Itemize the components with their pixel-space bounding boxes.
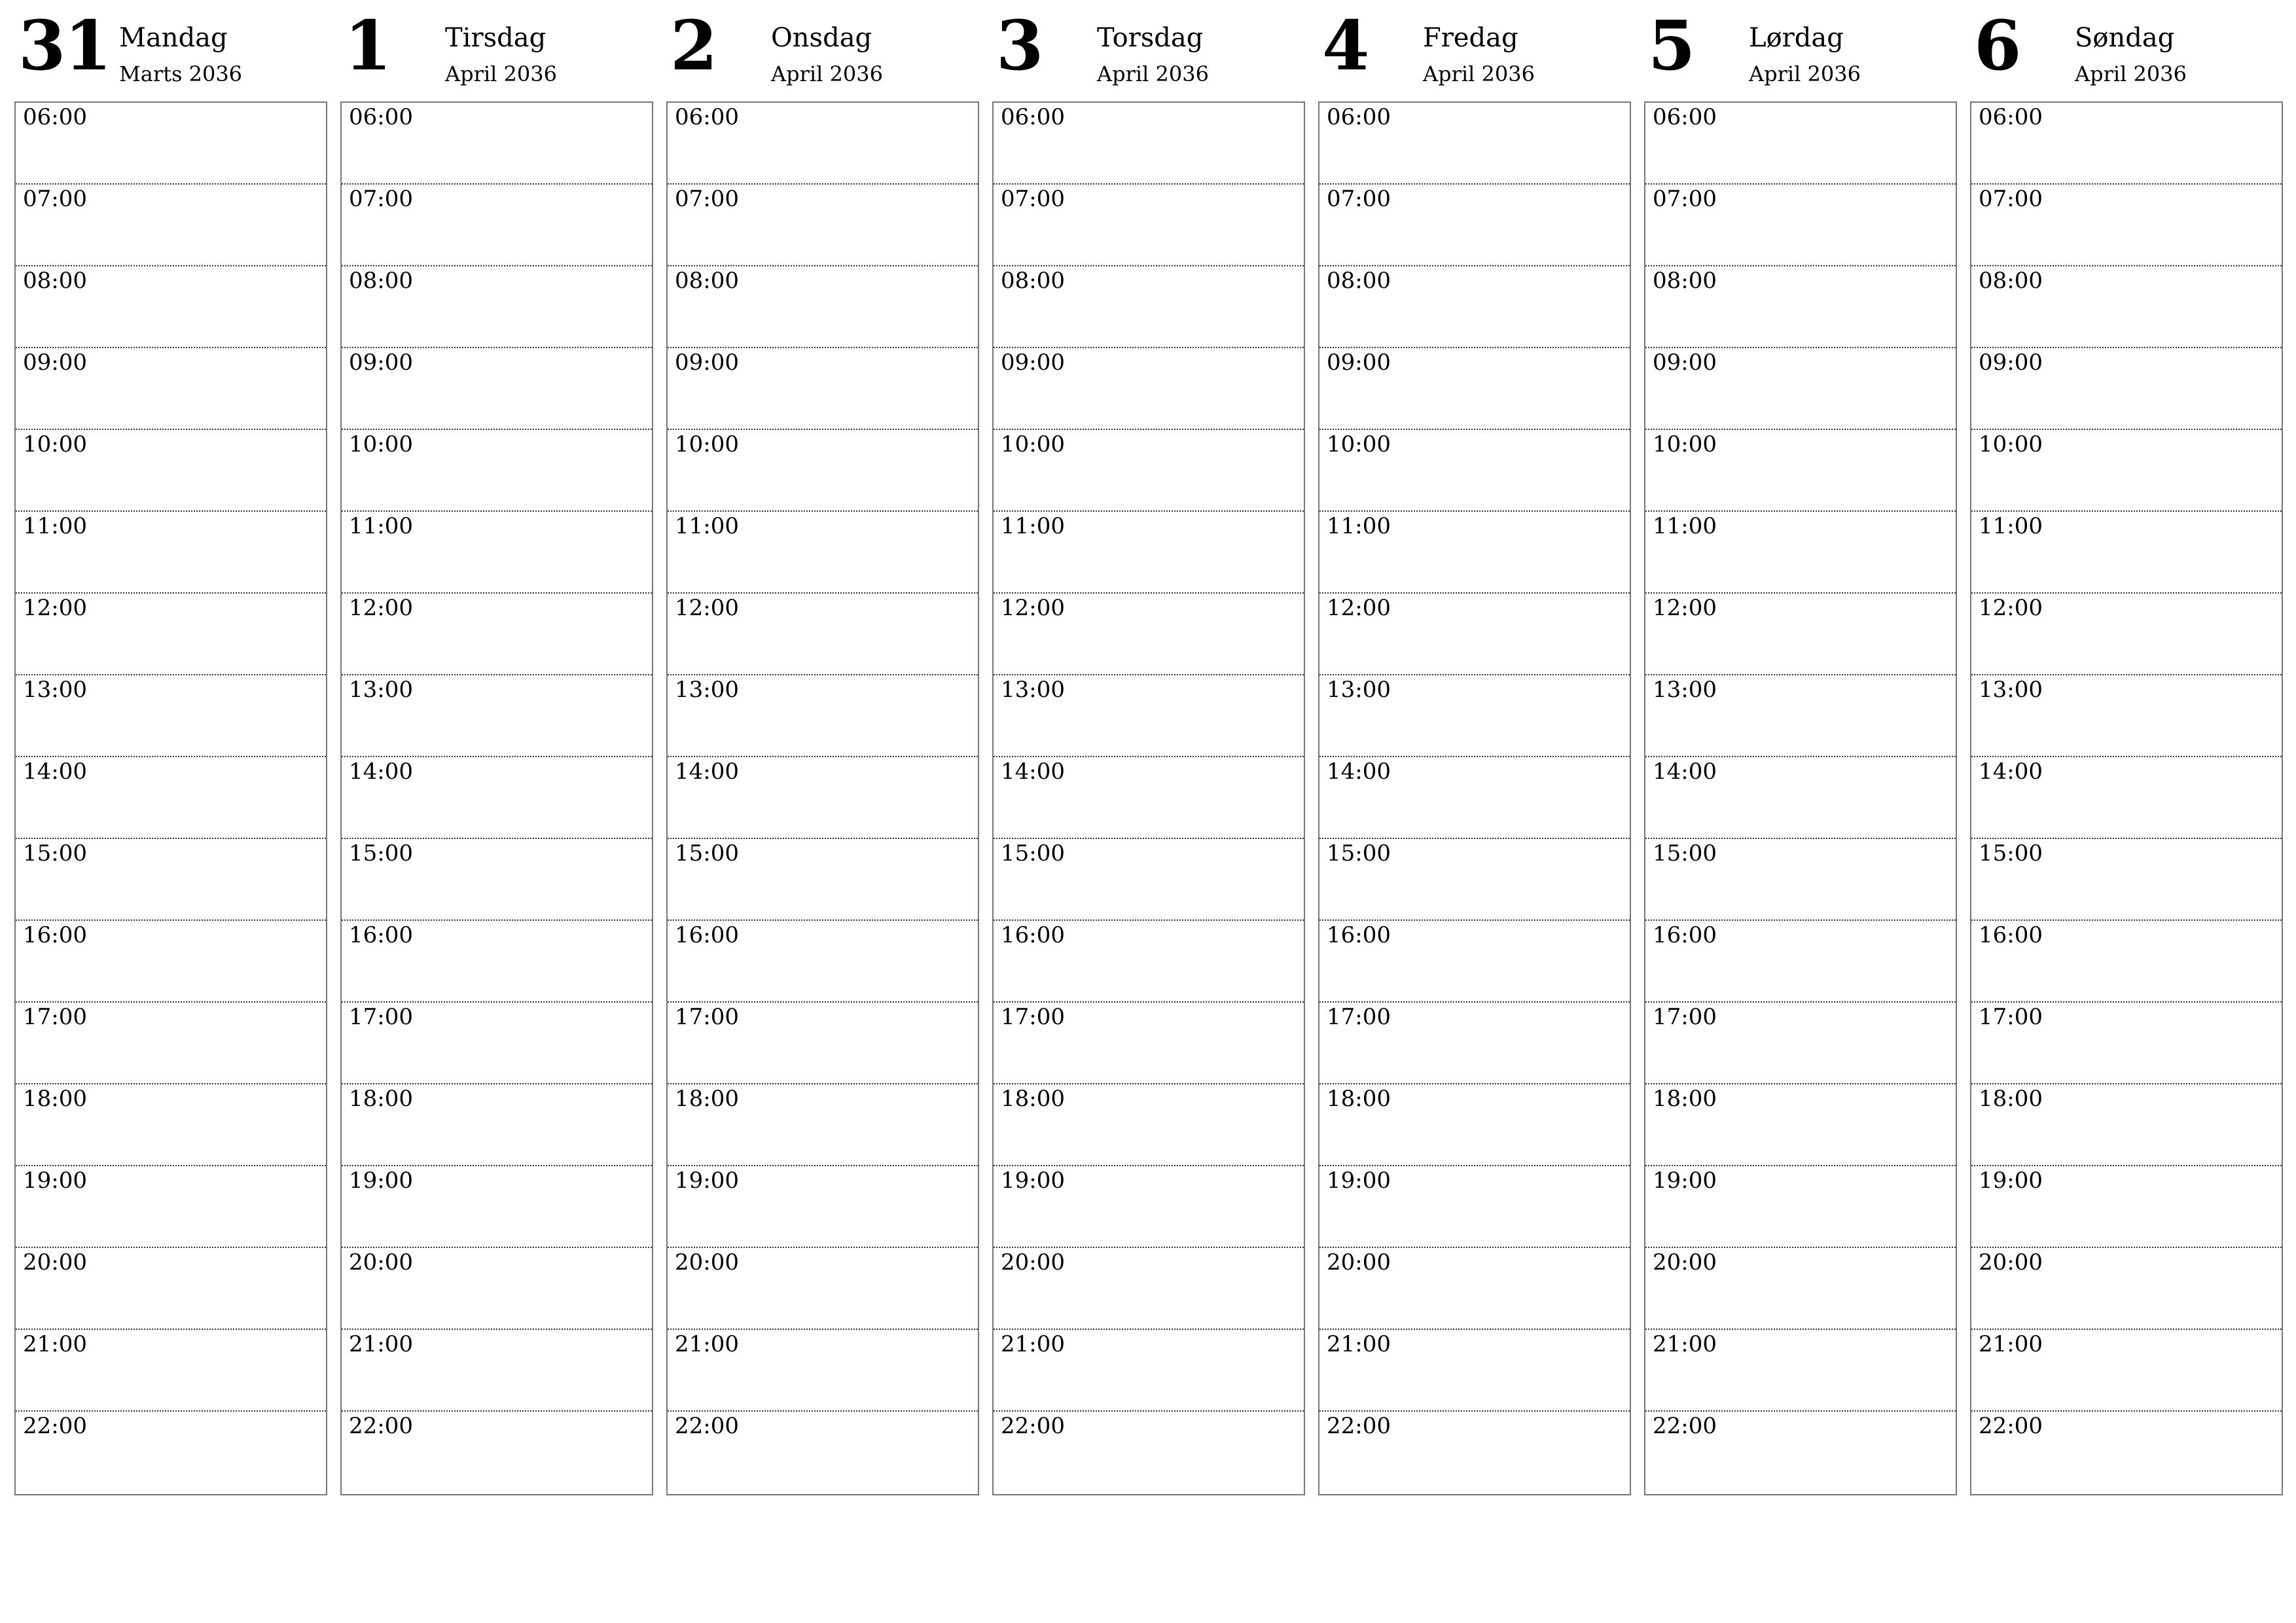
time-slot[interactable] bbox=[342, 512, 652, 594]
time-slot-label: 12:00 bbox=[1653, 595, 1717, 621]
day-header bbox=[1318, 0, 1631, 101]
time-slot-label: 17:00 bbox=[1001, 1004, 1065, 1030]
time-slot[interactable] bbox=[668, 348, 978, 430]
time-slot[interactable] bbox=[1645, 1166, 1956, 1248]
time-slot[interactable] bbox=[342, 1166, 652, 1248]
time-slot[interactable] bbox=[1971, 1248, 2282, 1330]
time-slot-label: 07:00 bbox=[349, 186, 413, 212]
time-slot-label: 20:00 bbox=[1001, 1249, 1065, 1275]
day-header bbox=[340, 0, 653, 101]
time-slot-label: 22:00 bbox=[23, 1413, 87, 1439]
time-slot[interactable] bbox=[668, 675, 978, 757]
time-slot[interactable] bbox=[994, 266, 1304, 348]
day-schedule-box bbox=[1970, 101, 2283, 1495]
time-slot[interactable] bbox=[1971, 757, 2282, 839]
day-column bbox=[1970, 0, 2283, 1505]
time-slot-label: 17:00 bbox=[1653, 1004, 1717, 1030]
time-slot-label: 14:00 bbox=[675, 758, 739, 785]
time-slot[interactable] bbox=[994, 512, 1304, 594]
month-year: April 2036 bbox=[1749, 62, 1861, 86]
time-slot-label: 20:00 bbox=[349, 1249, 413, 1275]
day-column bbox=[666, 0, 979, 1505]
time-slot-label: 11:00 bbox=[349, 513, 413, 539]
time-slot[interactable] bbox=[994, 594, 1304, 675]
time-slot[interactable] bbox=[1971, 1084, 2282, 1166]
time-slot[interactable] bbox=[1971, 512, 2282, 594]
time-slot[interactable] bbox=[16, 185, 326, 266]
time-slot[interactable] bbox=[994, 1248, 1304, 1330]
time-slot[interactable] bbox=[668, 430, 978, 512]
time-slot[interactable] bbox=[16, 512, 326, 594]
time-slot-label: 12:00 bbox=[349, 595, 413, 621]
day-name: Lørdag bbox=[1749, 23, 1844, 53]
time-slot-label: 08:00 bbox=[1979, 268, 2043, 294]
time-slot[interactable] bbox=[16, 1166, 326, 1248]
time-slot-label: 20:00 bbox=[23, 1249, 87, 1275]
time-slot-label: 06:00 bbox=[349, 104, 413, 130]
day-schedule-box bbox=[1644, 101, 1957, 1495]
time-slot[interactable] bbox=[1319, 430, 1630, 512]
time-slot-label: 22:00 bbox=[1327, 1413, 1391, 1439]
time-slot[interactable] bbox=[668, 921, 978, 1003]
time-slot[interactable] bbox=[1645, 1330, 1956, 1412]
time-slot-label: 11:00 bbox=[1653, 513, 1717, 539]
time-slot-label: 15:00 bbox=[1653, 840, 1717, 866]
time-slot-label: 11:00 bbox=[23, 513, 87, 539]
time-slot-label: 10:00 bbox=[1979, 431, 2043, 457]
time-slot[interactable] bbox=[668, 594, 978, 675]
time-slot[interactable] bbox=[342, 757, 652, 839]
time-slot[interactable] bbox=[994, 1003, 1304, 1084]
time-slot-label: 17:00 bbox=[23, 1004, 87, 1030]
time-slot-label: 18:00 bbox=[1653, 1086, 1717, 1112]
time-slot-label: 12:00 bbox=[1001, 595, 1065, 621]
time-slot[interactable] bbox=[342, 921, 652, 1003]
time-slot[interactable] bbox=[994, 430, 1304, 512]
time-slot[interactable] bbox=[1645, 185, 1956, 266]
time-slot[interactable] bbox=[16, 1084, 326, 1166]
time-slot-label: 13:00 bbox=[1001, 677, 1065, 703]
time-slot-label: 11:00 bbox=[675, 513, 739, 539]
time-slot[interactable] bbox=[668, 103, 978, 185]
day-header bbox=[1970, 0, 2283, 101]
time-slot[interactable] bbox=[668, 1166, 978, 1248]
time-slot-label: 09:00 bbox=[349, 349, 413, 376]
time-slot-label: 06:00 bbox=[1979, 104, 2043, 130]
time-slot-label: 13:00 bbox=[675, 677, 739, 703]
time-slot-label: 17:00 bbox=[675, 1004, 739, 1030]
time-slot[interactable] bbox=[1319, 921, 1630, 1003]
time-slot[interactable] bbox=[668, 512, 978, 594]
time-slot[interactable] bbox=[1645, 266, 1956, 348]
time-slot-label: 13:00 bbox=[23, 677, 87, 703]
time-slot-label: 14:00 bbox=[1979, 758, 2043, 785]
day-name: Mandag bbox=[119, 23, 228, 53]
time-slot-label: 20:00 bbox=[1653, 1249, 1717, 1275]
time-slot-label: 18:00 bbox=[675, 1086, 739, 1112]
time-slot-label: 19:00 bbox=[23, 1168, 87, 1194]
time-slot[interactable] bbox=[16, 839, 326, 921]
time-slot-label: 07:00 bbox=[1327, 186, 1391, 212]
time-slot[interactable] bbox=[1645, 430, 1956, 512]
time-slot-label: 15:00 bbox=[675, 840, 739, 866]
time-slot-label: 14:00 bbox=[1327, 758, 1391, 785]
time-slot[interactable] bbox=[994, 1330, 1304, 1412]
time-slot[interactable] bbox=[668, 757, 978, 839]
time-slot-label: 18:00 bbox=[1327, 1086, 1391, 1112]
time-slot-label: 13:00 bbox=[1327, 677, 1391, 703]
time-slot-label: 17:00 bbox=[349, 1004, 413, 1030]
time-slot[interactable] bbox=[342, 1003, 652, 1084]
time-slot[interactable] bbox=[342, 1084, 652, 1166]
day-column bbox=[14, 0, 327, 1505]
time-slot-label: 06:00 bbox=[675, 104, 739, 130]
time-slot-label: 17:00 bbox=[1979, 1004, 2043, 1030]
time-slot-label: 08:00 bbox=[1001, 268, 1065, 294]
day-name: Tirsdag bbox=[445, 23, 547, 53]
time-slot-label: 09:00 bbox=[675, 349, 739, 376]
day-schedule-box bbox=[992, 101, 1305, 1495]
time-slot[interactable] bbox=[16, 1003, 326, 1084]
time-slot-label: 06:00 bbox=[1001, 104, 1065, 130]
time-slot[interactable] bbox=[668, 1003, 978, 1084]
time-slot[interactable] bbox=[1319, 1166, 1630, 1248]
time-slot[interactable] bbox=[1645, 675, 1956, 757]
time-slot-label: 16:00 bbox=[1001, 922, 1065, 948]
time-slot-label: 08:00 bbox=[23, 268, 87, 294]
time-slot[interactable] bbox=[16, 1248, 326, 1330]
time-slot-label: 09:00 bbox=[1327, 349, 1391, 376]
time-slot-label: 08:00 bbox=[1327, 268, 1391, 294]
time-slot-label: 16:00 bbox=[23, 922, 87, 948]
time-slot-label: 07:00 bbox=[675, 186, 739, 212]
time-slot[interactable] bbox=[1645, 757, 1956, 839]
day-column bbox=[1644, 0, 1957, 1505]
time-slot[interactable] bbox=[994, 839, 1304, 921]
time-slot[interactable] bbox=[1971, 921, 2282, 1003]
time-slot-label: 15:00 bbox=[23, 840, 87, 866]
time-slot-label: 07:00 bbox=[1001, 186, 1065, 212]
time-slot-label: 10:00 bbox=[23, 431, 87, 457]
time-slot[interactable] bbox=[1971, 594, 2282, 675]
day-column bbox=[1318, 0, 1631, 1505]
time-slot-label: 14:00 bbox=[23, 758, 87, 785]
day-number: 31 bbox=[18, 5, 111, 86]
day-header bbox=[992, 0, 1305, 101]
time-slot[interactable] bbox=[1319, 266, 1630, 348]
time-slot-label: 09:00 bbox=[1979, 349, 2043, 376]
time-slot[interactable] bbox=[1645, 1412, 1956, 1493]
time-slot[interactable] bbox=[16, 1330, 326, 1412]
time-slot-label: 16:00 bbox=[1653, 922, 1717, 948]
time-slot-label: 20:00 bbox=[1327, 1249, 1391, 1275]
day-number: 6 bbox=[1974, 5, 2020, 86]
time-slot[interactable] bbox=[342, 594, 652, 675]
time-slot-label: 19:00 bbox=[675, 1168, 739, 1194]
time-slot[interactable] bbox=[1971, 675, 2282, 757]
day-number: 3 bbox=[996, 5, 1043, 86]
time-slot-label: 06:00 bbox=[23, 104, 87, 130]
time-slot-label: 19:00 bbox=[1653, 1168, 1717, 1194]
time-slot-label: 21:00 bbox=[1979, 1331, 2043, 1357]
time-slot[interactable] bbox=[1645, 103, 1956, 185]
time-slot[interactable] bbox=[1319, 1412, 1630, 1493]
time-slot-label: 21:00 bbox=[1327, 1331, 1391, 1357]
time-slot-label: 21:00 bbox=[1653, 1331, 1717, 1357]
time-slot-label: 10:00 bbox=[675, 431, 739, 457]
time-slot[interactable] bbox=[1971, 266, 2282, 348]
day-schedule-box bbox=[1318, 101, 1631, 1495]
time-slot[interactable] bbox=[342, 185, 652, 266]
time-slot-label: 06:00 bbox=[1327, 104, 1391, 130]
time-slot[interactable] bbox=[16, 103, 326, 185]
time-slot-label: 07:00 bbox=[1653, 186, 1717, 212]
time-slot[interactable] bbox=[1645, 348, 1956, 430]
time-slot[interactable] bbox=[994, 675, 1304, 757]
time-slot[interactable] bbox=[1319, 185, 1630, 266]
time-slot[interactable] bbox=[1971, 103, 2282, 185]
month-year: April 2036 bbox=[1423, 62, 1535, 86]
time-slot[interactable] bbox=[342, 839, 652, 921]
time-slot[interactable] bbox=[994, 1412, 1304, 1493]
time-slot[interactable] bbox=[1971, 1003, 2282, 1084]
time-slot-label: 11:00 bbox=[1327, 513, 1391, 539]
time-slot-label: 21:00 bbox=[675, 1331, 739, 1357]
day-header bbox=[14, 0, 327, 101]
time-slot[interactable] bbox=[994, 1166, 1304, 1248]
time-slot-label: 08:00 bbox=[349, 268, 413, 294]
time-slot[interactable] bbox=[1645, 1248, 1956, 1330]
time-slot[interactable] bbox=[1645, 594, 1956, 675]
time-slot-label: 06:00 bbox=[1653, 104, 1717, 130]
time-slot-label: 19:00 bbox=[1001, 1168, 1065, 1194]
time-slot[interactable] bbox=[1971, 430, 2282, 512]
day-name: Søndag bbox=[2075, 23, 2175, 53]
time-slot[interactable] bbox=[342, 1330, 652, 1412]
time-slot[interactable] bbox=[1319, 1003, 1630, 1084]
day-schedule-box bbox=[340, 101, 653, 1495]
time-slot-label: 11:00 bbox=[1001, 513, 1065, 539]
time-slot[interactable] bbox=[994, 1084, 1304, 1166]
time-slot-label: 13:00 bbox=[1979, 677, 2043, 703]
month-year: April 2036 bbox=[2075, 62, 2187, 86]
time-slot[interactable] bbox=[994, 103, 1304, 185]
time-slot-label: 16:00 bbox=[675, 922, 739, 948]
time-slot[interactable] bbox=[342, 348, 652, 430]
time-slot-label: 20:00 bbox=[675, 1249, 739, 1275]
time-slot-label: 12:00 bbox=[23, 595, 87, 621]
time-slot-label: 13:00 bbox=[349, 677, 413, 703]
month-year: April 2036 bbox=[445, 62, 557, 86]
day-column bbox=[992, 0, 1305, 1505]
time-slot[interactable] bbox=[994, 348, 1304, 430]
time-slot[interactable] bbox=[1971, 348, 2282, 430]
time-slot[interactable] bbox=[342, 266, 652, 348]
day-number: 4 bbox=[1322, 5, 1369, 86]
day-name: Fredag bbox=[1423, 23, 1518, 53]
time-slot[interactable] bbox=[1319, 103, 1630, 185]
time-slot-label: 10:00 bbox=[1327, 431, 1391, 457]
time-slot[interactable] bbox=[1319, 594, 1630, 675]
time-slot[interactable] bbox=[1319, 1084, 1630, 1166]
time-slot[interactable] bbox=[16, 266, 326, 348]
time-slot-label: 14:00 bbox=[1653, 758, 1717, 785]
time-slot[interactable] bbox=[668, 1412, 978, 1493]
time-slot[interactable] bbox=[668, 839, 978, 921]
time-slot-label: 22:00 bbox=[1979, 1413, 2043, 1439]
day-header bbox=[666, 0, 979, 101]
time-slot[interactable] bbox=[342, 675, 652, 757]
time-slot[interactable] bbox=[668, 185, 978, 266]
time-slot[interactable] bbox=[16, 430, 326, 512]
time-slot[interactable] bbox=[668, 1248, 978, 1330]
month-year: Marts 2036 bbox=[119, 62, 243, 86]
time-slot-label: 21:00 bbox=[1001, 1331, 1065, 1357]
time-slot[interactable] bbox=[16, 348, 326, 430]
time-slot[interactable] bbox=[668, 1084, 978, 1166]
time-slot[interactable] bbox=[16, 757, 326, 839]
month-year: April 2036 bbox=[1097, 62, 1209, 86]
time-slot-label: 07:00 bbox=[23, 186, 87, 212]
time-slot-label: 15:00 bbox=[1001, 840, 1065, 866]
time-slot-label: 14:00 bbox=[349, 758, 413, 785]
time-slot-label: 16:00 bbox=[1979, 922, 2043, 948]
time-slot[interactable] bbox=[1645, 839, 1956, 921]
time-slot[interactable] bbox=[16, 675, 326, 757]
time-slot-label: 19:00 bbox=[349, 1168, 413, 1194]
time-slot[interactable] bbox=[1645, 921, 1956, 1003]
time-slot-label: 08:00 bbox=[1653, 268, 1717, 294]
day-name: Torsdag bbox=[1097, 23, 1204, 53]
time-slot[interactable] bbox=[342, 1248, 652, 1330]
time-slot-label: 12:00 bbox=[1327, 595, 1391, 621]
time-slot[interactable] bbox=[342, 103, 652, 185]
time-slot[interactable] bbox=[1645, 1003, 1956, 1084]
time-slot-label: 20:00 bbox=[1979, 1249, 2043, 1275]
time-slot[interactable] bbox=[1971, 1330, 2282, 1412]
time-slot-label: 15:00 bbox=[349, 840, 413, 866]
time-slot[interactable] bbox=[994, 921, 1304, 1003]
time-slot[interactable] bbox=[668, 1330, 978, 1412]
time-slot[interactable] bbox=[1319, 512, 1630, 594]
time-slot-label: 08:00 bbox=[675, 268, 739, 294]
time-slot-label: 09:00 bbox=[1653, 349, 1717, 376]
time-slot[interactable] bbox=[1319, 675, 1630, 757]
time-slot-label: 22:00 bbox=[675, 1413, 739, 1439]
time-slot-label: 09:00 bbox=[1001, 349, 1065, 376]
time-slot-label: 21:00 bbox=[23, 1331, 87, 1357]
time-slot-label: 18:00 bbox=[1001, 1086, 1065, 1112]
time-slot-label: 14:00 bbox=[1001, 758, 1065, 785]
time-slot[interactable] bbox=[1645, 1084, 1956, 1166]
time-slot[interactable] bbox=[668, 266, 978, 348]
time-slot-label: 16:00 bbox=[349, 922, 413, 948]
time-slot[interactable] bbox=[1645, 512, 1956, 594]
time-slot-label: 22:00 bbox=[1001, 1413, 1065, 1439]
time-slot-label: 10:00 bbox=[349, 431, 413, 457]
time-slot[interactable] bbox=[1971, 185, 2282, 266]
time-slot-label: 22:00 bbox=[1653, 1413, 1717, 1439]
time-slot-label: 12:00 bbox=[675, 595, 739, 621]
time-slot-label: 17:00 bbox=[1327, 1004, 1391, 1030]
time-slot[interactable] bbox=[342, 430, 652, 512]
time-slot-label: 16:00 bbox=[1327, 922, 1391, 948]
day-header bbox=[1644, 0, 1957, 101]
time-slot-label: 09:00 bbox=[23, 349, 87, 376]
day-schedule-box bbox=[14, 101, 327, 1495]
day-column bbox=[340, 0, 653, 1505]
time-slot[interactable] bbox=[1319, 757, 1630, 839]
time-slot-label: 10:00 bbox=[1653, 431, 1717, 457]
day-number: 2 bbox=[670, 5, 717, 86]
time-slot-label: 19:00 bbox=[1979, 1168, 2043, 1194]
time-slot-label: 15:00 bbox=[1327, 840, 1391, 866]
time-slot[interactable] bbox=[1971, 1166, 2282, 1248]
day-name: Onsdag bbox=[771, 23, 872, 53]
time-slot[interactable] bbox=[994, 185, 1304, 266]
time-slot-label: 19:00 bbox=[1327, 1168, 1391, 1194]
time-slot-label: 15:00 bbox=[1979, 840, 2043, 866]
time-slot[interactable] bbox=[1319, 839, 1630, 921]
time-slot-label: 13:00 bbox=[1653, 677, 1717, 703]
time-slot[interactable] bbox=[1971, 1412, 2282, 1493]
time-slot[interactable] bbox=[342, 1412, 652, 1493]
time-slot[interactable] bbox=[1319, 348, 1630, 430]
time-slot[interactable] bbox=[16, 1412, 326, 1493]
time-slot-label: 22:00 bbox=[349, 1413, 413, 1439]
day-number: 1 bbox=[344, 5, 391, 86]
time-slot[interactable] bbox=[1971, 839, 2282, 921]
time-slot-label: 11:00 bbox=[1979, 513, 2043, 539]
time-slot[interactable] bbox=[1319, 1330, 1630, 1412]
time-slot-label: 18:00 bbox=[1979, 1086, 2043, 1112]
time-slot[interactable] bbox=[994, 757, 1304, 839]
time-slot[interactable] bbox=[16, 921, 326, 1003]
day-number: 5 bbox=[1648, 5, 1695, 86]
time-slot-label: 07:00 bbox=[1979, 186, 2043, 212]
time-slot[interactable] bbox=[1319, 1248, 1630, 1330]
time-slot-label: 18:00 bbox=[349, 1086, 413, 1112]
time-slot-label: 12:00 bbox=[1979, 595, 2043, 621]
time-slot[interactable] bbox=[16, 594, 326, 675]
time-slot-label: 21:00 bbox=[349, 1331, 413, 1357]
day-schedule-box bbox=[666, 101, 979, 1495]
time-slot-label: 10:00 bbox=[1001, 431, 1065, 457]
time-slot-label: 18:00 bbox=[23, 1086, 87, 1112]
month-year: April 2036 bbox=[771, 62, 883, 86]
